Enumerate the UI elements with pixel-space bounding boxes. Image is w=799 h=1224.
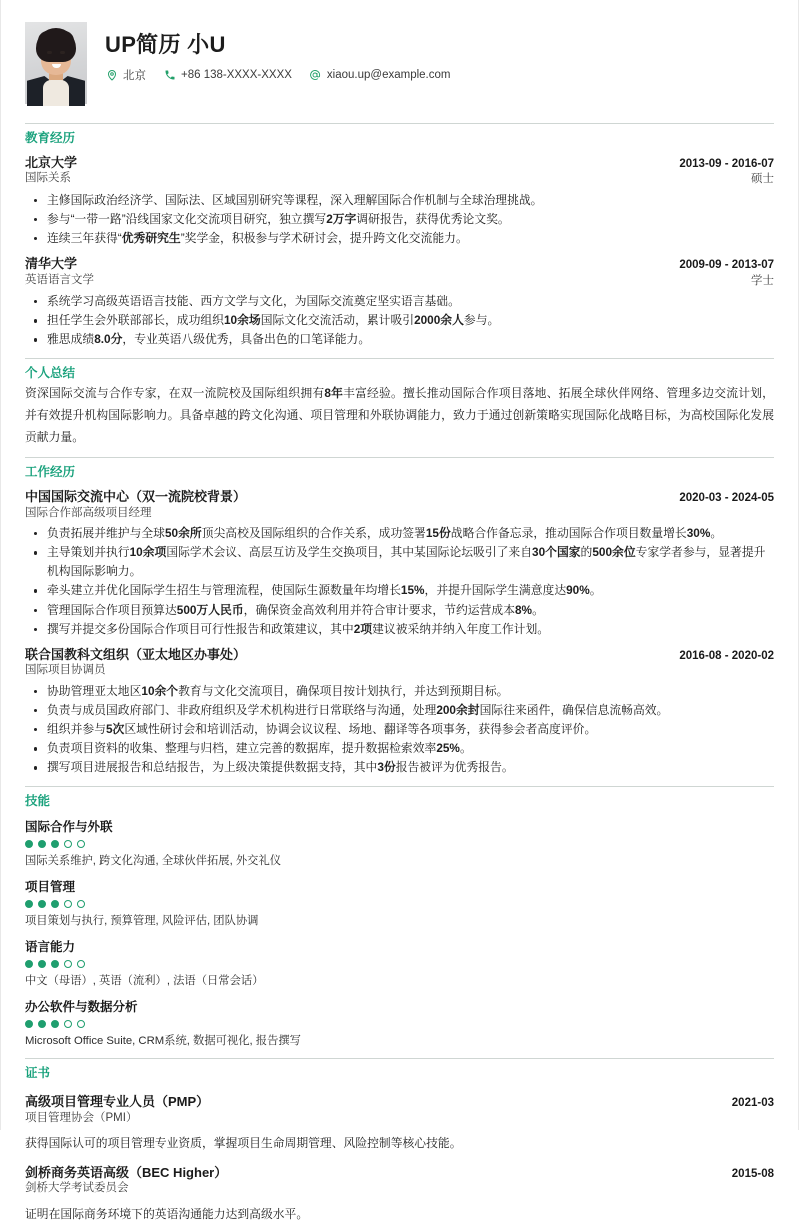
- certification-description: 证明在国际商务环境下的英语沟通能力达到高级水平。: [25, 1206, 309, 1221]
- list-item: 组织并参与5次区域性研讨会和培训活动，协调会议议程、场地、翻译等各项事务，获得参会者高度评价。: [25, 720, 774, 739]
- certification-issuer: 剑桥大学考试委员会: [25, 1182, 129, 1195]
- section-summary: [25, 358, 774, 448]
- education-bullets: [25, 191, 774, 248]
- company-name: 中国国际交流中心（双一流院校背景）: [25, 489, 247, 505]
- section-divider: [25, 358, 774, 359]
- section-skills: [25, 786, 774, 1049]
- certification-date: 2021-03: [731, 1097, 774, 1110]
- experience-date: 2016-08 - 2020-02: [679, 649, 774, 662]
- job-title: 国际项目协调员: [25, 664, 106, 677]
- section-divider: [25, 1058, 774, 1059]
- skill-dot-filled: [38, 900, 46, 908]
- certification-name: 高级项目管理专业人员（PMP）: [25, 1094, 210, 1110]
- list-item: 雅思成绩8.0分，专业英语八级优秀，具备出色的口笔译能力。: [25, 330, 774, 349]
- skill-dot-filled: [25, 960, 33, 968]
- skill-level-dots: [25, 840, 774, 848]
- education-date: 2013-09 - 2016-07: [679, 157, 774, 170]
- major: 英语语言文学: [25, 273, 94, 286]
- contact-email: [309, 69, 451, 82]
- list-item: 撰写项目进展报告和总结报告，为上级决策提供数据支持，其中3份报告被评为优秀报告。: [25, 758, 774, 777]
- certification-date: 2015-08: [731, 1167, 774, 1180]
- education-date: 2009-09 - 2013-07: [679, 258, 774, 271]
- page-title: UP简历 小U: [105, 32, 226, 57]
- list-item: 负责与成员国政府部门、非政府组织及学术机构进行日常联络与沟通，处理200余封国际往来函件，确保信息流畅高效。: [25, 701, 774, 720]
- skill-dot-empty: [64, 1020, 72, 1028]
- skill-dot-filled: [25, 840, 33, 848]
- experience-bullets: [25, 682, 774, 778]
- degree: 硕士: [751, 173, 774, 186]
- list-item: 连续三年获得“优秀研究生”奖学金，积极参与学术研讨会，提升跨文化交流能力。: [25, 229, 774, 248]
- list-item: 主修国际政治经济学、国际法、区域国别研究等课程，深入理解国际合作机制与全球治理挑战。: [25, 191, 774, 210]
- skill-description: 中文（母语）, 英语（流利）, 法语（日常会话）: [25, 975, 264, 988]
- certification-description: 获得国际认可的项目管理专业资质，掌握项目生命周期管理、风险控制等核心技能。: [25, 1136, 462, 1151]
- list-item: 担任学生会外联部部长，成功组织10余场国际文化交流活动，累计吸引2000余人参与。: [25, 311, 774, 330]
- section-divider: [25, 786, 774, 787]
- list-item: 参与“一带一路”沿线国家文化交流项目研究，独立撰写2万字调研报告，获得优秀论文奖。: [25, 210, 774, 229]
- skill-dot-filled: [51, 900, 59, 908]
- skill-dot-filled: [38, 1020, 46, 1028]
- school-name: 清华大学: [25, 255, 78, 271]
- email-at-icon: [309, 69, 322, 82]
- skill-dot-empty: [77, 1020, 85, 1028]
- job-title: 国际合作部高级项目经理: [25, 506, 152, 519]
- major: 国际关系: [25, 172, 71, 185]
- section-title-certifications: 证书: [25, 1066, 51, 1081]
- skill-dot-filled: [38, 840, 46, 848]
- phone-icon: [163, 69, 176, 82]
- skill-dot-filled: [51, 960, 59, 968]
- section-title-summary: 个人总结: [25, 366, 76, 381]
- skill-dot-empty: [77, 960, 85, 968]
- skill-dot-empty: [64, 840, 72, 848]
- skill-dot-empty: [77, 900, 85, 908]
- contact-email-value: xiaou.up@example.com: [326, 69, 451, 82]
- list-item: 牵头建立并优化国际学生招生与管理流程，使国际生源数量年均增长15%，并提升国际学生满意度达90%。: [25, 581, 774, 600]
- contact-phone: [163, 69, 292, 82]
- section-certifications: [25, 1058, 774, 1223]
- list-item: 负责拓展并维护与全球50余所顶尖高校及国际组织的合作关系，成功签署15份战略合作备忘录，推动国际合作项目数量增长30%。: [25, 524, 774, 543]
- section-title-skills: 技能: [25, 794, 51, 809]
- education-entry: [25, 255, 774, 349]
- section-divider: [25, 123, 774, 124]
- location-pin-icon: [105, 69, 118, 82]
- skill-description: 项目策划与执行, 预算管理, 风险评估, 团队协调: [25, 915, 259, 928]
- list-item: 撰写并提交多份国际合作项目可行性报告和政策建议，其中2项建议被采纳并纳入年度工作计划。: [25, 620, 774, 639]
- list-item: 负责项目资料的收集、整理与归档，建立完善的数据库，提升数据检索效率25%。: [25, 739, 774, 758]
- list-item: 系统学习高级英语语言技能、西方文学与文化，为国际交流奠定坚实语言基础。: [25, 292, 774, 311]
- experience-bullets: [25, 524, 774, 639]
- skill-item: [25, 939, 774, 990]
- experience-entry: [25, 488, 774, 639]
- certification-issuer: 项目管理协会（PMI）: [25, 1111, 138, 1124]
- contact-location-value: 北京: [123, 70, 146, 83]
- skill-description: 国际关系维护, 跨文化沟通, 全球伙伴拓展, 外交礼仪: [25, 855, 282, 868]
- contact-list: [105, 67, 467, 83]
- certification-name: 剑桥商务英语高级（BEC Higher）: [25, 1164, 228, 1180]
- education-entry: [25, 154, 774, 248]
- skill-dot-filled: [51, 1020, 59, 1028]
- contact-phone-value: +86 138-XXXX-XXXX: [181, 69, 292, 82]
- school-name: 北京大学: [25, 154, 78, 170]
- skill-name: 国际合作与外联: [25, 819, 113, 834]
- summary-text: 资深国际交流与合作专家，在双一流院校及国际组织拥有8年丰富经验。擅长推动国际合作项目落地、拓展全球伙伴网络、管理多边交流计划，并有效提升机构国际影响力。具备卓越的跨文化沟通、项目管理和外联协调能力，致力于通过创新策略实现国际化战略目标，为高校国际化发展贡献力量。: [25, 385, 774, 444]
- skill-description: Microsoft Office Suite, CRM系统, 数据可视化, 报告撰写: [25, 1035, 301, 1048]
- experience-entry: [25, 646, 774, 778]
- degree: 学士: [751, 274, 774, 287]
- section-divider: [25, 457, 774, 458]
- company-name: 联合国教科文组织（亚太地区办事处）: [25, 646, 247, 662]
- education-bullets: [25, 292, 774, 349]
- section-title-education: 教育经历: [25, 131, 76, 145]
- section-experience: [25, 457, 774, 777]
- experience-date: 2020-03 - 2024-05: [679, 492, 774, 505]
- profile-photo: [25, 22, 87, 104]
- skill-name: 语言能力: [25, 939, 76, 954]
- contact-location: [105, 67, 146, 83]
- skill-level-dots: [25, 960, 774, 968]
- skill-item: [25, 999, 774, 1050]
- skill-level-dots: [25, 900, 774, 908]
- header-text-block: [105, 22, 467, 83]
- skill-item: [25, 879, 774, 930]
- skill-dot-filled: [25, 1020, 33, 1028]
- skill-dot-empty: [64, 900, 72, 908]
- section-title-experience: 工作经历: [25, 465, 76, 480]
- skill-dot-empty: [64, 960, 72, 968]
- resume-header: [25, 0, 774, 114]
- skill-item: [25, 819, 774, 870]
- skill-name: 项目管理: [25, 879, 76, 894]
- skill-dot-filled: [38, 960, 46, 968]
- skill-dot-empty: [77, 840, 85, 848]
- skill-dot-filled: [51, 840, 59, 848]
- certification-entry: [25, 1093, 774, 1153]
- list-item: 协助管理亚太地区10余个教育与文化交流项目，确保项目按计划执行，并达到预期目标。: [25, 682, 774, 701]
- skill-dot-filled: [25, 900, 33, 908]
- skill-name: 办公软件与数据分析: [25, 999, 138, 1014]
- certification-entry: [25, 1164, 774, 1224]
- list-item: 主导策划并执行10余项国际学术会议、高层互访及学生交换项目，其中某国际论坛吸引了来自30个国家的500余位专家学者参与，显著提升机构国际影响力。: [25, 543, 774, 581]
- section-education: [25, 123, 774, 349]
- skill-level-dots: [25, 1020, 774, 1028]
- list-item: 管理国际合作项目预算达500万人民币，确保资金高效利用并符合审计要求，节约运营成本8%。: [25, 601, 774, 620]
